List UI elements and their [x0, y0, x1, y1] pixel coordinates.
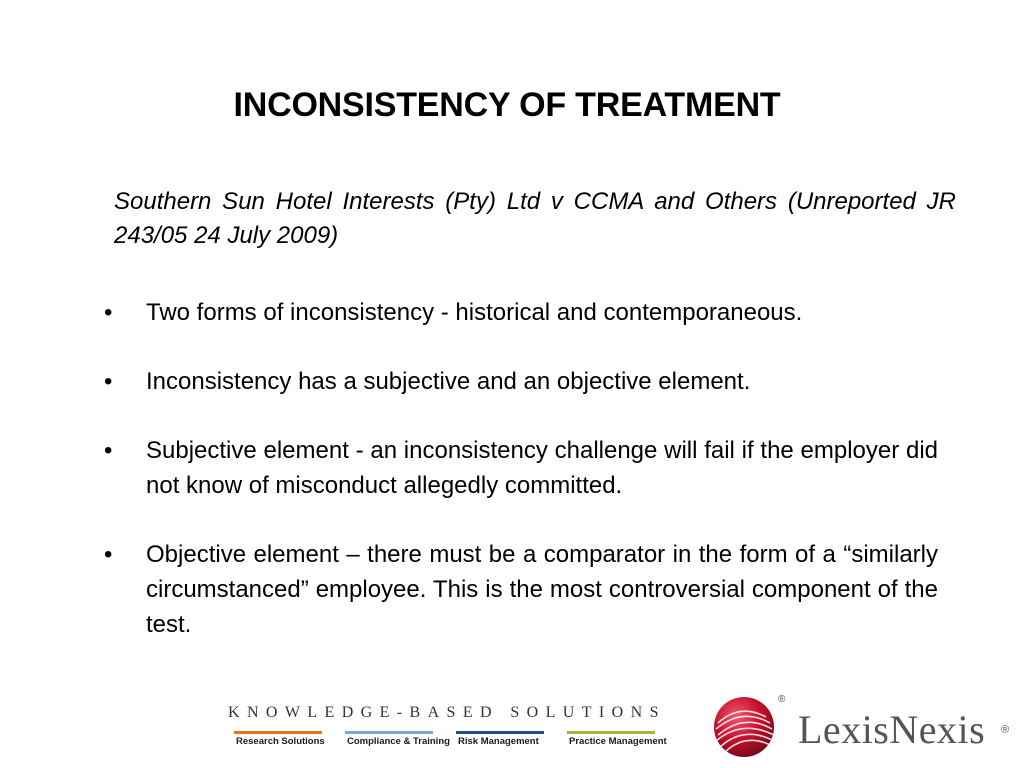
kbs-title: KNOWLEDGE-BASED SOLUTIONS — [228, 704, 666, 721]
division-color-bar — [456, 731, 544, 734]
bullet-list — [100, 295, 938, 676]
bullet-marker: • — [104, 541, 113, 568]
bullet-item — [100, 433, 938, 503]
bullet-text: Objective element – there must be a comparator in the form of a “similarly circumstanced” employee. This is the most controversial component of the test. — [146, 541, 938, 638]
division-risk-management: Risk Management — [450, 731, 561, 747]
bullet-item — [100, 537, 938, 642]
bullet-item — [100, 364, 938, 399]
bullet-item — [100, 295, 938, 330]
registered-mark: ® — [778, 694, 786, 705]
lexisnexis-wordmark: LexisNexis — [798, 707, 986, 752]
bullet-marker: • — [104, 437, 113, 464]
division-compliance-training: Compliance & Training — [339, 731, 450, 747]
registered-mark: ® — [1001, 724, 1010, 736]
division-research-solutions: Research Solutions — [228, 731, 339, 747]
bullet-marker: • — [104, 368, 113, 395]
bullet-marker: • — [104, 299, 113, 326]
case-citation: Southern Sun Hotel Interests (Pty) Ltd v CCMA and Others (Unreported JR 243/05 24 July 2009) — [114, 188, 956, 249]
division-practice-management: Practice Management — [561, 731, 672, 747]
kbs-divisions — [228, 731, 673, 747]
footer-branding — [0, 690, 1024, 768]
division-color-bar — [345, 731, 433, 734]
knowledge-based-solutions-banner — [228, 704, 673, 747]
division-color-bar — [234, 731, 322, 734]
bullet-text: Inconsistency has a subjective and an objective element. — [146, 368, 751, 395]
lexisnexis-globe-icon — [712, 695, 776, 759]
lexisnexis-logo — [712, 692, 1012, 762]
bullet-text: Subjective element - an inconsistency challenge will fail if the employer did not know of misconduct allegedly committed. — [146, 437, 938, 499]
slide-title: INCONSISTENCY OF TREATMENT — [233, 86, 781, 124]
division-color-bar — [567, 731, 655, 734]
bullet-text: Two forms of inconsistency - historical and contemporaneous. — [146, 299, 803, 326]
